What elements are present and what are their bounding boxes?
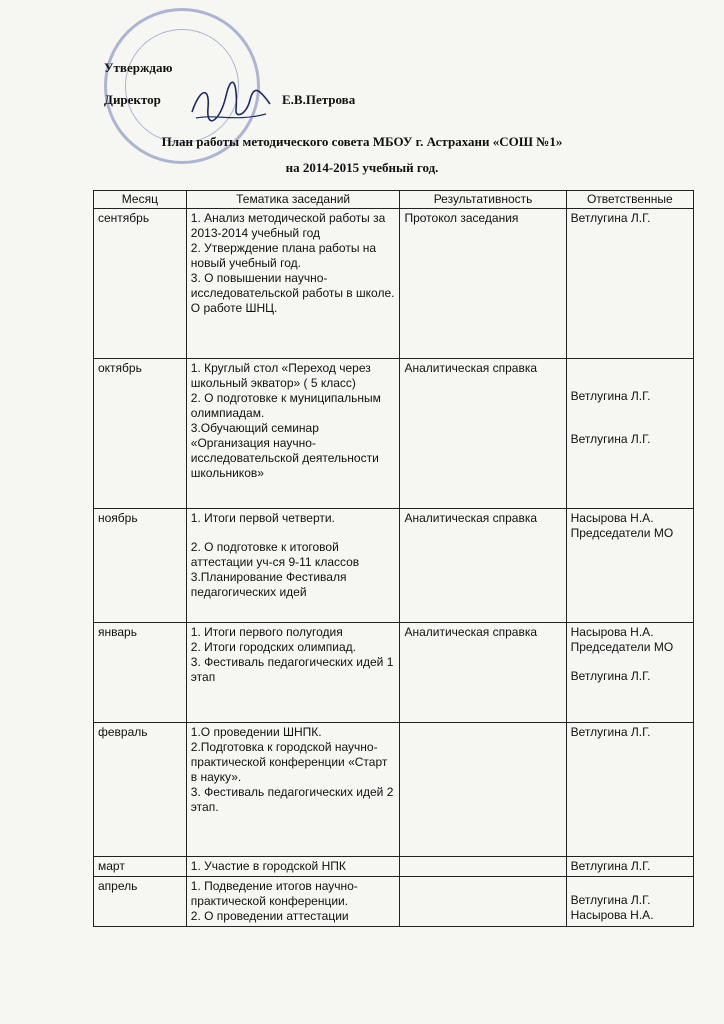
- responsible-person: Насырова Н.А.: [570, 511, 654, 525]
- table-row: [94, 723, 694, 857]
- approve-label: Утверждаю: [104, 60, 173, 75]
- director-label: Директор: [104, 92, 161, 107]
- responsible-person: Ветлугина Л.Г.: [570, 893, 651, 907]
- responsible-person: Ветлугина Л.Г.: [570, 211, 651, 225]
- month-cell: февраль: [94, 723, 187, 857]
- table-row: [94, 209, 694, 359]
- document-subtitle: на 2014-2015 учебный год.: [285, 160, 439, 175]
- responsible-cell: [566, 623, 693, 723]
- topic-item: 1. Подведение итогов научно-практической конференции.: [190, 879, 358, 908]
- responsible-person: Ветлугина Л.Г.: [570, 432, 651, 446]
- topics-cell: [186, 359, 400, 509]
- methodical-plan-table: [93, 190, 694, 927]
- approval-block: [104, 60, 404, 112]
- result-cell: Протокол заседания: [400, 209, 566, 359]
- responsible-cell: [566, 723, 693, 857]
- result-cell: Аналитическая справка: [400, 509, 566, 623]
- table-row: [94, 877, 694, 927]
- table-row: [94, 623, 694, 723]
- topic-item: 3.Планирование Фестиваля педагогических идей: [190, 570, 347, 599]
- responsible-person: Ветлугина Л.Г.: [570, 669, 651, 683]
- table-header-row: [94, 191, 694, 209]
- topic-item: 3. Фестиваль педагогических идей 1 этап: [190, 655, 394, 684]
- topic-item: 3.Обучающий семинар «Организация научно-исследовательской деятельности школьников»: [190, 421, 379, 480]
- topic-item: 2. О подготовке к итоговой аттестации уч-ся 9-11 классов: [190, 540, 360, 569]
- responsible-cell: [566, 857, 693, 877]
- topic-item: 2. Итоги городских олимпиад.: [190, 640, 356, 654]
- topic-item: 1.О проведении ШНПК.: [190, 725, 322, 739]
- month-cell: октябрь: [94, 359, 187, 509]
- result-cell: [400, 877, 566, 927]
- topic-item: 1. Участие в городской НПК: [190, 859, 346, 873]
- month-cell: март: [94, 857, 187, 877]
- header-result: Результативность: [400, 191, 566, 209]
- topics-cell: [186, 857, 400, 877]
- topics-cell: [186, 723, 400, 857]
- topics-cell: [186, 877, 400, 927]
- responsible-person: Насырова Н.А.: [570, 625, 654, 639]
- table-row: [94, 359, 694, 509]
- result-cell: [400, 857, 566, 877]
- topic-item: 3. Фестиваль педагогических идей 2 этап.: [190, 785, 394, 814]
- responsible-person: Председатели МО: [570, 640, 674, 654]
- document-title: План работы методического совета МБОУ г. Астрахани «СОШ №1»: [161, 134, 563, 149]
- topics-cell: [186, 209, 400, 359]
- header-topics: Тематика заседаний: [186, 191, 400, 209]
- responsible-cell: [566, 509, 693, 623]
- header-responsible: Ответственные: [566, 191, 693, 209]
- month-cell: апрель: [94, 877, 187, 927]
- responsible-person: Ветлугина Л.Г.: [570, 859, 651, 873]
- table-row: [94, 509, 694, 623]
- director-name: Е.В.Петрова: [282, 92, 356, 107]
- responsible-person: Ветлугина Л.Г.: [570, 389, 651, 403]
- topic-item: 3. О повышении научно-исследовательской работы в школе. О работе ШНЦ.: [190, 271, 395, 315]
- result-cell: Аналитическая справка: [400, 359, 566, 509]
- result-cell: [400, 723, 566, 857]
- topic-item: 2. О подготовке к муниципальным олимпиадам.: [190, 391, 381, 420]
- month-cell: сентябрь: [94, 209, 187, 359]
- topic-item: 2. Утверждение плана работы на новый учебный год.: [190, 241, 377, 270]
- month-cell: январь: [94, 623, 187, 723]
- responsible-person: Насырова Н.А.: [570, 908, 654, 922]
- result-cell: Аналитическая справка: [400, 623, 566, 723]
- topic-item: 1. Итоги первой четверти.: [190, 511, 335, 525]
- topic-item: 2.Подготовка к городской научно-практической конференции «Старт в науку».: [190, 740, 388, 784]
- month-cell: ноябрь: [94, 509, 187, 623]
- topic-item: 1. Итоги первого полугодия: [190, 625, 343, 639]
- responsible-cell: [566, 359, 693, 509]
- topics-cell: [186, 509, 400, 623]
- table-row: [94, 857, 694, 877]
- responsible-person: Председатели МО: [570, 526, 674, 540]
- director-row: [104, 92, 404, 112]
- topic-item: 1. Анализ методической работы за 2013-2014 учебный год: [190, 211, 386, 240]
- topic-item: 2. О проведении аттестации: [190, 909, 349, 923]
- responsible-cell: [566, 877, 693, 927]
- topic-item: 1. Круглый стол «Переход через школьный экватор» ( 5 класс): [190, 361, 371, 390]
- topics-cell: [186, 623, 400, 723]
- responsible-cell: [566, 209, 693, 359]
- responsible-person: Ветлугина Л.Г.: [570, 725, 651, 739]
- header-month: Месяц: [94, 191, 187, 209]
